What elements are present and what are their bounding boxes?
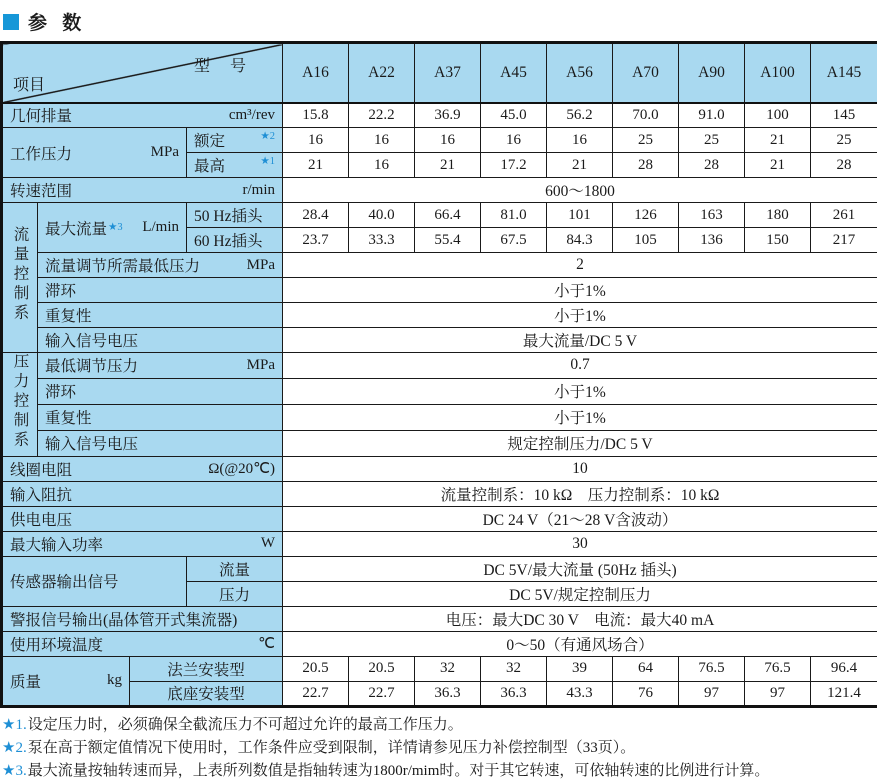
value-cell: 150 — [745, 228, 811, 253]
row-flow-input-signal — [2, 328, 877, 353]
label-displacement — [2, 103, 283, 128]
label-flow-min-pressure — [38, 253, 283, 278]
value-cell: 36.9 — [415, 103, 481, 128]
value-cell: 21 — [745, 153, 811, 178]
value-cell: 21 — [415, 153, 481, 178]
label-flow-hysteresis — [38, 278, 283, 303]
footnote-star: ★3. — [2, 763, 27, 779]
row-pressure-min — [2, 353, 877, 379]
value-cell: 121.4 — [811, 681, 877, 706]
value-cell: 76.5 — [745, 656, 811, 681]
row-coil-resistance — [2, 456, 877, 481]
footnote-star-3: ★3 — [108, 222, 123, 233]
value-flow-repeatability: 小于1% — [283, 303, 877, 328]
value-cell: 28 — [613, 153, 679, 178]
value-sensor-flow: DC 5V/最大流量 (50Hz 插头) — [283, 556, 877, 581]
value-cell: 261 — [811, 203, 877, 228]
label-max — [187, 153, 283, 178]
label-mass — [2, 656, 130, 706]
row-input-impedance — [2, 481, 877, 506]
corner-item-label: 项目 — [13, 72, 45, 95]
label-mass-flange — [130, 656, 283, 681]
model-header-cell: A145 — [811, 43, 877, 103]
footnote-star-1: ★1 — [260, 155, 275, 167]
value-pressure-repeatability: 小于1% — [283, 404, 877, 430]
value-alarm-output: 电压：最大DC 30 V 电流：最大40 mA — [283, 606, 877, 631]
value-cell: 28.4 — [283, 203, 349, 228]
value-cell: 84.3 — [547, 228, 613, 253]
label-pressure-repeatability — [38, 404, 283, 430]
label-text: 传感器输出信号 — [10, 570, 119, 592]
value-cell: 105 — [613, 228, 679, 253]
value-cell: 180 — [745, 203, 811, 228]
value-speed-range: 600～1800 — [283, 178, 877, 203]
unit-text: Ω(@20℃) — [208, 459, 275, 478]
value-flow-input-signal: 最大流量/DC 5 V — [283, 328, 877, 353]
value-flow-hysteresis: 小于1% — [283, 278, 877, 303]
value-cell: 16 — [547, 128, 613, 153]
model-header-cell: A56 — [547, 43, 613, 103]
label-text: 最高 — [194, 154, 225, 176]
label-speed-range — [2, 178, 283, 203]
value-cell: 21 — [283, 153, 349, 178]
footnote-1 — [2, 715, 877, 735]
row-ambient-temp — [2, 631, 877, 656]
value-cell: 25 — [613, 128, 679, 153]
unit-text: cm³/rev — [229, 107, 275, 124]
value-cell: 40.0 — [349, 203, 415, 228]
label-text: 输入阻抗 — [10, 483, 72, 505]
value-sensor-pressure: DC 5V/规定控制压力 — [283, 581, 877, 606]
label-rated — [187, 128, 283, 153]
value-cell: 32 — [481, 656, 547, 681]
value-cell: 20.5 — [283, 656, 349, 681]
label-text: 底座安装型 — [167, 682, 245, 704]
page-title-text: 参 数 — [28, 8, 86, 35]
footnote-2 — [2, 738, 877, 758]
row-mass-base — [2, 681, 877, 706]
label-text: 法兰安装型 — [167, 658, 245, 680]
label-pressure-hysteresis — [38, 378, 283, 404]
value-pressure-hysteresis: 小于1% — [283, 378, 877, 404]
label-text: 质量 — [10, 670, 41, 692]
value-cell: 43.3 — [547, 681, 613, 706]
value-cell: 25 — [679, 128, 745, 153]
model-header-cell: A90 — [679, 43, 745, 103]
value-cell: 22.7 — [349, 681, 415, 706]
corner-model-label: 型 号 — [194, 53, 254, 76]
label-mass-base — [130, 681, 283, 706]
label-text: 转速范围 — [10, 179, 72, 201]
row-flow-hysteresis — [2, 278, 877, 303]
header-row — [2, 43, 877, 103]
label-60hz — [187, 228, 283, 253]
label-sensor-flow — [187, 556, 283, 581]
value-pressure-input-signal: 规定控制压力/DC 5 V — [283, 430, 877, 456]
value-cell: 15.8 — [283, 103, 349, 128]
value-cell: 16 — [349, 128, 415, 153]
value-cell: 66.4 — [415, 203, 481, 228]
row-displacement — [2, 103, 877, 128]
value-cell: 217 — [811, 228, 877, 253]
title-square-icon — [3, 14, 19, 30]
value-cell: 28 — [679, 153, 745, 178]
unit-text: MPa — [247, 257, 275, 274]
label-alarm-output — [2, 606, 283, 631]
model-header-cell: A16 — [283, 43, 349, 103]
value-cell: 16 — [415, 128, 481, 153]
unit-text: L/min — [142, 219, 179, 236]
row-max-flow-50hz — [2, 203, 877, 228]
value-cell: 33.3 — [349, 228, 415, 253]
label-text: 最大流量$^{★3}$ — [45, 217, 123, 239]
footnote-star: ★1. — [2, 717, 27, 733]
value-cell: 64 — [613, 656, 679, 681]
value-cell: 28 — [811, 153, 877, 178]
row-max-input-power — [2, 531, 877, 556]
label-pressure-min — [38, 353, 283, 379]
value-cell: 81.0 — [481, 203, 547, 228]
label-text: 线圈电阻 — [10, 458, 72, 480]
row-mass-flange — [2, 656, 877, 681]
value-cell: 136 — [679, 228, 745, 253]
group-label-text: 流量控制系 — [11, 226, 28, 324]
value-cell: 70.0 — [613, 103, 679, 128]
value-ambient-temp: 0～50（有通风场合） — [283, 631, 877, 656]
label-text: 滞环 — [45, 279, 76, 301]
label-text: 60 Hz插头 — [194, 229, 262, 251]
value-input-impedance: 流量控制系：10 kΩ 压力控制系：10 kΩ — [283, 481, 877, 506]
value-cell: 21 — [745, 128, 811, 153]
value-cell: 25 — [811, 128, 877, 153]
value-coil-resistance: 10 — [283, 456, 877, 481]
label-text: 输入信号电压 — [45, 432, 138, 454]
label-max-input-power — [2, 531, 283, 556]
value-cell: 16 — [283, 128, 349, 153]
row-flow-repeatability — [2, 303, 877, 328]
value-cell: 101 — [547, 203, 613, 228]
label-text: 供电电压 — [10, 508, 72, 530]
row-pressure-input-signal — [2, 430, 877, 456]
row-pressure-repeatability — [2, 404, 877, 430]
group-label-text: 压力控制系 — [11, 353, 28, 451]
label-text: 重复性 — [45, 406, 92, 428]
label-text: 最低调节压力 — [45, 354, 138, 376]
corner-cell — [2, 43, 283, 103]
label-text: 压力 — [219, 583, 250, 605]
row-pressure-hysteresis — [2, 378, 877, 404]
value-cell: 20.5 — [349, 656, 415, 681]
label-text: 流量调节所需最低压力 — [45, 254, 200, 276]
value-cell: 36.3 — [481, 681, 547, 706]
row-sensor-flow — [2, 556, 877, 581]
spec-table — [0, 41, 877, 708]
label-text: 滞环 — [45, 380, 76, 402]
value-cell: 126 — [613, 203, 679, 228]
label-text: 使用环境温度 — [10, 633, 103, 655]
row-alarm-output — [2, 606, 877, 631]
label-text: 最大输入功率 — [10, 533, 103, 555]
label-pressure-input-signal — [38, 430, 283, 456]
footnotes — [2, 715, 877, 781]
row-supply-voltage — [2, 506, 877, 531]
label-text: 警报信号输出(晶体管开式集流器) — [10, 608, 237, 630]
row-speed-range — [2, 178, 877, 203]
unit-text: r/min — [243, 182, 276, 199]
value-cell: 76 — [613, 681, 679, 706]
row-flow-min-pressure — [2, 253, 877, 278]
value-cell: 39 — [547, 656, 613, 681]
value-cell: 91.0 — [679, 103, 745, 128]
footnote-text: 泵在高于额定值情况下使用时，工作条件应受到限制，详情请参见压力补偿控制型（33页）。 — [28, 740, 636, 756]
value-cell: 56.2 — [547, 103, 613, 128]
value-cell: 76.5 — [679, 656, 745, 681]
row-working-pressure-rated — [2, 128, 877, 153]
label-text: 几何排量 — [10, 104, 72, 126]
label-text: 重复性 — [45, 304, 92, 326]
label-50hz — [187, 203, 283, 228]
label-sensor-pressure — [187, 581, 283, 606]
model-header-cell: A45 — [481, 43, 547, 103]
footnote-star: ★2. — [2, 740, 27, 756]
value-pressure-min: 0.7 — [283, 353, 877, 379]
model-header-cell: A70 — [613, 43, 679, 103]
label-coil-resistance — [2, 456, 283, 481]
value-cell: 163 — [679, 203, 745, 228]
value-cell: 97 — [679, 681, 745, 706]
label-sensor-output — [2, 556, 187, 606]
footnote-3 — [2, 761, 877, 781]
label-flow-input-signal — [38, 328, 283, 353]
label-supply-voltage — [2, 506, 283, 531]
label-text: 输入信号电压 — [45, 329, 138, 351]
value-supply-voltage: DC 24 V（21～28 V含波动） — [283, 506, 877, 531]
value-cell: 22.2 — [349, 103, 415, 128]
label-working-pressure — [2, 128, 187, 178]
value-cell: 16 — [349, 153, 415, 178]
label-text: 流量 — [219, 558, 250, 580]
value-cell: 55.4 — [415, 228, 481, 253]
label-ambient-temp — [2, 631, 283, 656]
group-pressure-control — [2, 353, 38, 457]
value-cell: 17.2 — [481, 153, 547, 178]
model-header-cell: A22 — [349, 43, 415, 103]
unit-text: kg — [107, 672, 122, 689]
group-flow-control — [2, 203, 38, 353]
unit-text: W — [261, 535, 275, 552]
value-cell: 97 — [745, 681, 811, 706]
unit-text: ℃ — [258, 634, 275, 653]
value-cell: 145 — [811, 103, 877, 128]
label-max-flow — [38, 203, 187, 253]
value-cell: 23.7 — [283, 228, 349, 253]
unit-text: MPa — [151, 144, 179, 161]
value-cell: 16 — [481, 128, 547, 153]
unit-text: MPa — [247, 357, 275, 374]
value-max-input-power: 30 — [283, 531, 877, 556]
value-cell: 36.3 — [415, 681, 481, 706]
footnote-text: 最大流量按轴转速而异，上表所列数值是指轴转速为1800r/mim时。对于其它转速，可依轴转速的比例进行计算。 — [28, 763, 770, 779]
value-cell: 100 — [745, 103, 811, 128]
value-flow-min-pressure: 2 — [283, 253, 877, 278]
label-text: 工作压力 — [10, 142, 72, 164]
footnote-text: 设定压力时，必须确保全截流压力不可超过允许的最高工作压力。 — [28, 717, 463, 733]
value-cell: 45.0 — [481, 103, 547, 128]
label-text: 50 Hz插头 — [194, 204, 262, 226]
footnote-star-2: ★2 — [260, 130, 275, 142]
model-header-cell: A100 — [745, 43, 811, 103]
label-text: 额定 — [194, 129, 225, 151]
label-flow-repeatability — [38, 303, 283, 328]
model-header-cell: A37 — [415, 43, 481, 103]
value-cell: 32 — [415, 656, 481, 681]
value-cell: 21 — [547, 153, 613, 178]
page-title — [3, 8, 877, 35]
value-cell: 22.7 — [283, 681, 349, 706]
value-cell: 67.5 — [481, 228, 547, 253]
value-cell: 96.4 — [811, 656, 877, 681]
label-input-impedance — [2, 481, 283, 506]
